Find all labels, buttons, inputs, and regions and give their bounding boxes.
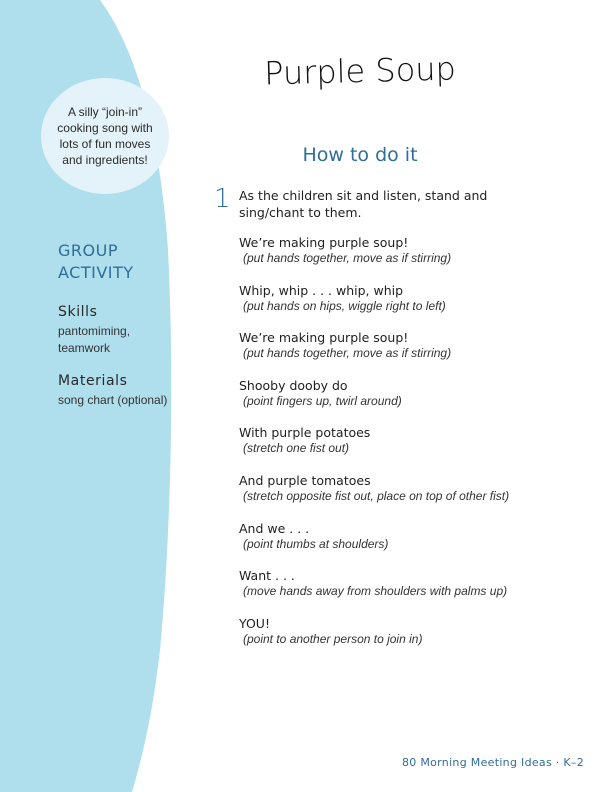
lyric-action: (stretch one fist out) [243,441,350,456]
materials-heading: Materials [58,373,128,389]
lyric-block [239,234,569,282]
lyric-action: (put hands together, move as if stirring) [243,251,452,265]
lyric-action: (stretch opposite fist out, place on top of other fist) [243,488,510,503]
lyric-line: And we . . . [239,520,310,536]
materials-body: song chart (optional) [58,393,168,407]
lyric-block [239,567,569,615]
lyric-block [239,424,569,472]
lyric-block [239,615,569,663]
lyric-action: (move hands away from shoulders with palms up) [243,584,508,599]
lyric-action: (put hands on hips, wiggle right to left) [243,298,446,313]
lyric-line: We’re making purple soup! [239,330,409,346]
lyric-block [239,472,569,520]
lyric-line: Want . . . [239,568,295,584]
page-title: Purple Soup [263,49,457,93]
intro-bubble [41,78,169,194]
lyrics-list [239,234,569,662]
intro-bubble-text: A silly “join-in” cooking song with lots of fun moves and ingredients! [57,105,153,167]
lyric-action: (point fingers up, twirl around) [243,393,402,408]
lyric-action: (put hands together, move as if stirring) [243,346,452,361]
lyric-block [239,329,569,377]
lyric-line: Whip, whip . . . whip, whip [239,282,404,298]
step-intro: As the children sit and listen, stand and sing/chant to them. [239,188,488,220]
group-activity-label: GROUP ACTIVITY [58,241,134,282]
step-number: 1 [214,184,231,214]
skills-heading: Skills [58,304,98,320]
lyric-action: (point thumbs at shoulders) [243,536,389,551]
lyric-line: With purple potatoes [239,425,371,441]
lyric-line: Shooby dooby do [239,377,348,393]
lyric-line: We’re making purple soup! [239,235,409,250]
lyric-block [239,520,569,568]
lyric-line: And purple tomatoes [239,472,371,488]
section-heading: How to do it [302,144,418,166]
page-footer: 80 Morning Meeting Ideas · K–2 [401,756,584,769]
lyric-line: YOU! [239,615,270,631]
skills-body: pantomiming, teamwork [58,324,131,355]
lyric-action: (point to another person to join in) [243,631,423,646]
lyric-block [239,282,569,330]
lyric-block [239,377,569,425]
